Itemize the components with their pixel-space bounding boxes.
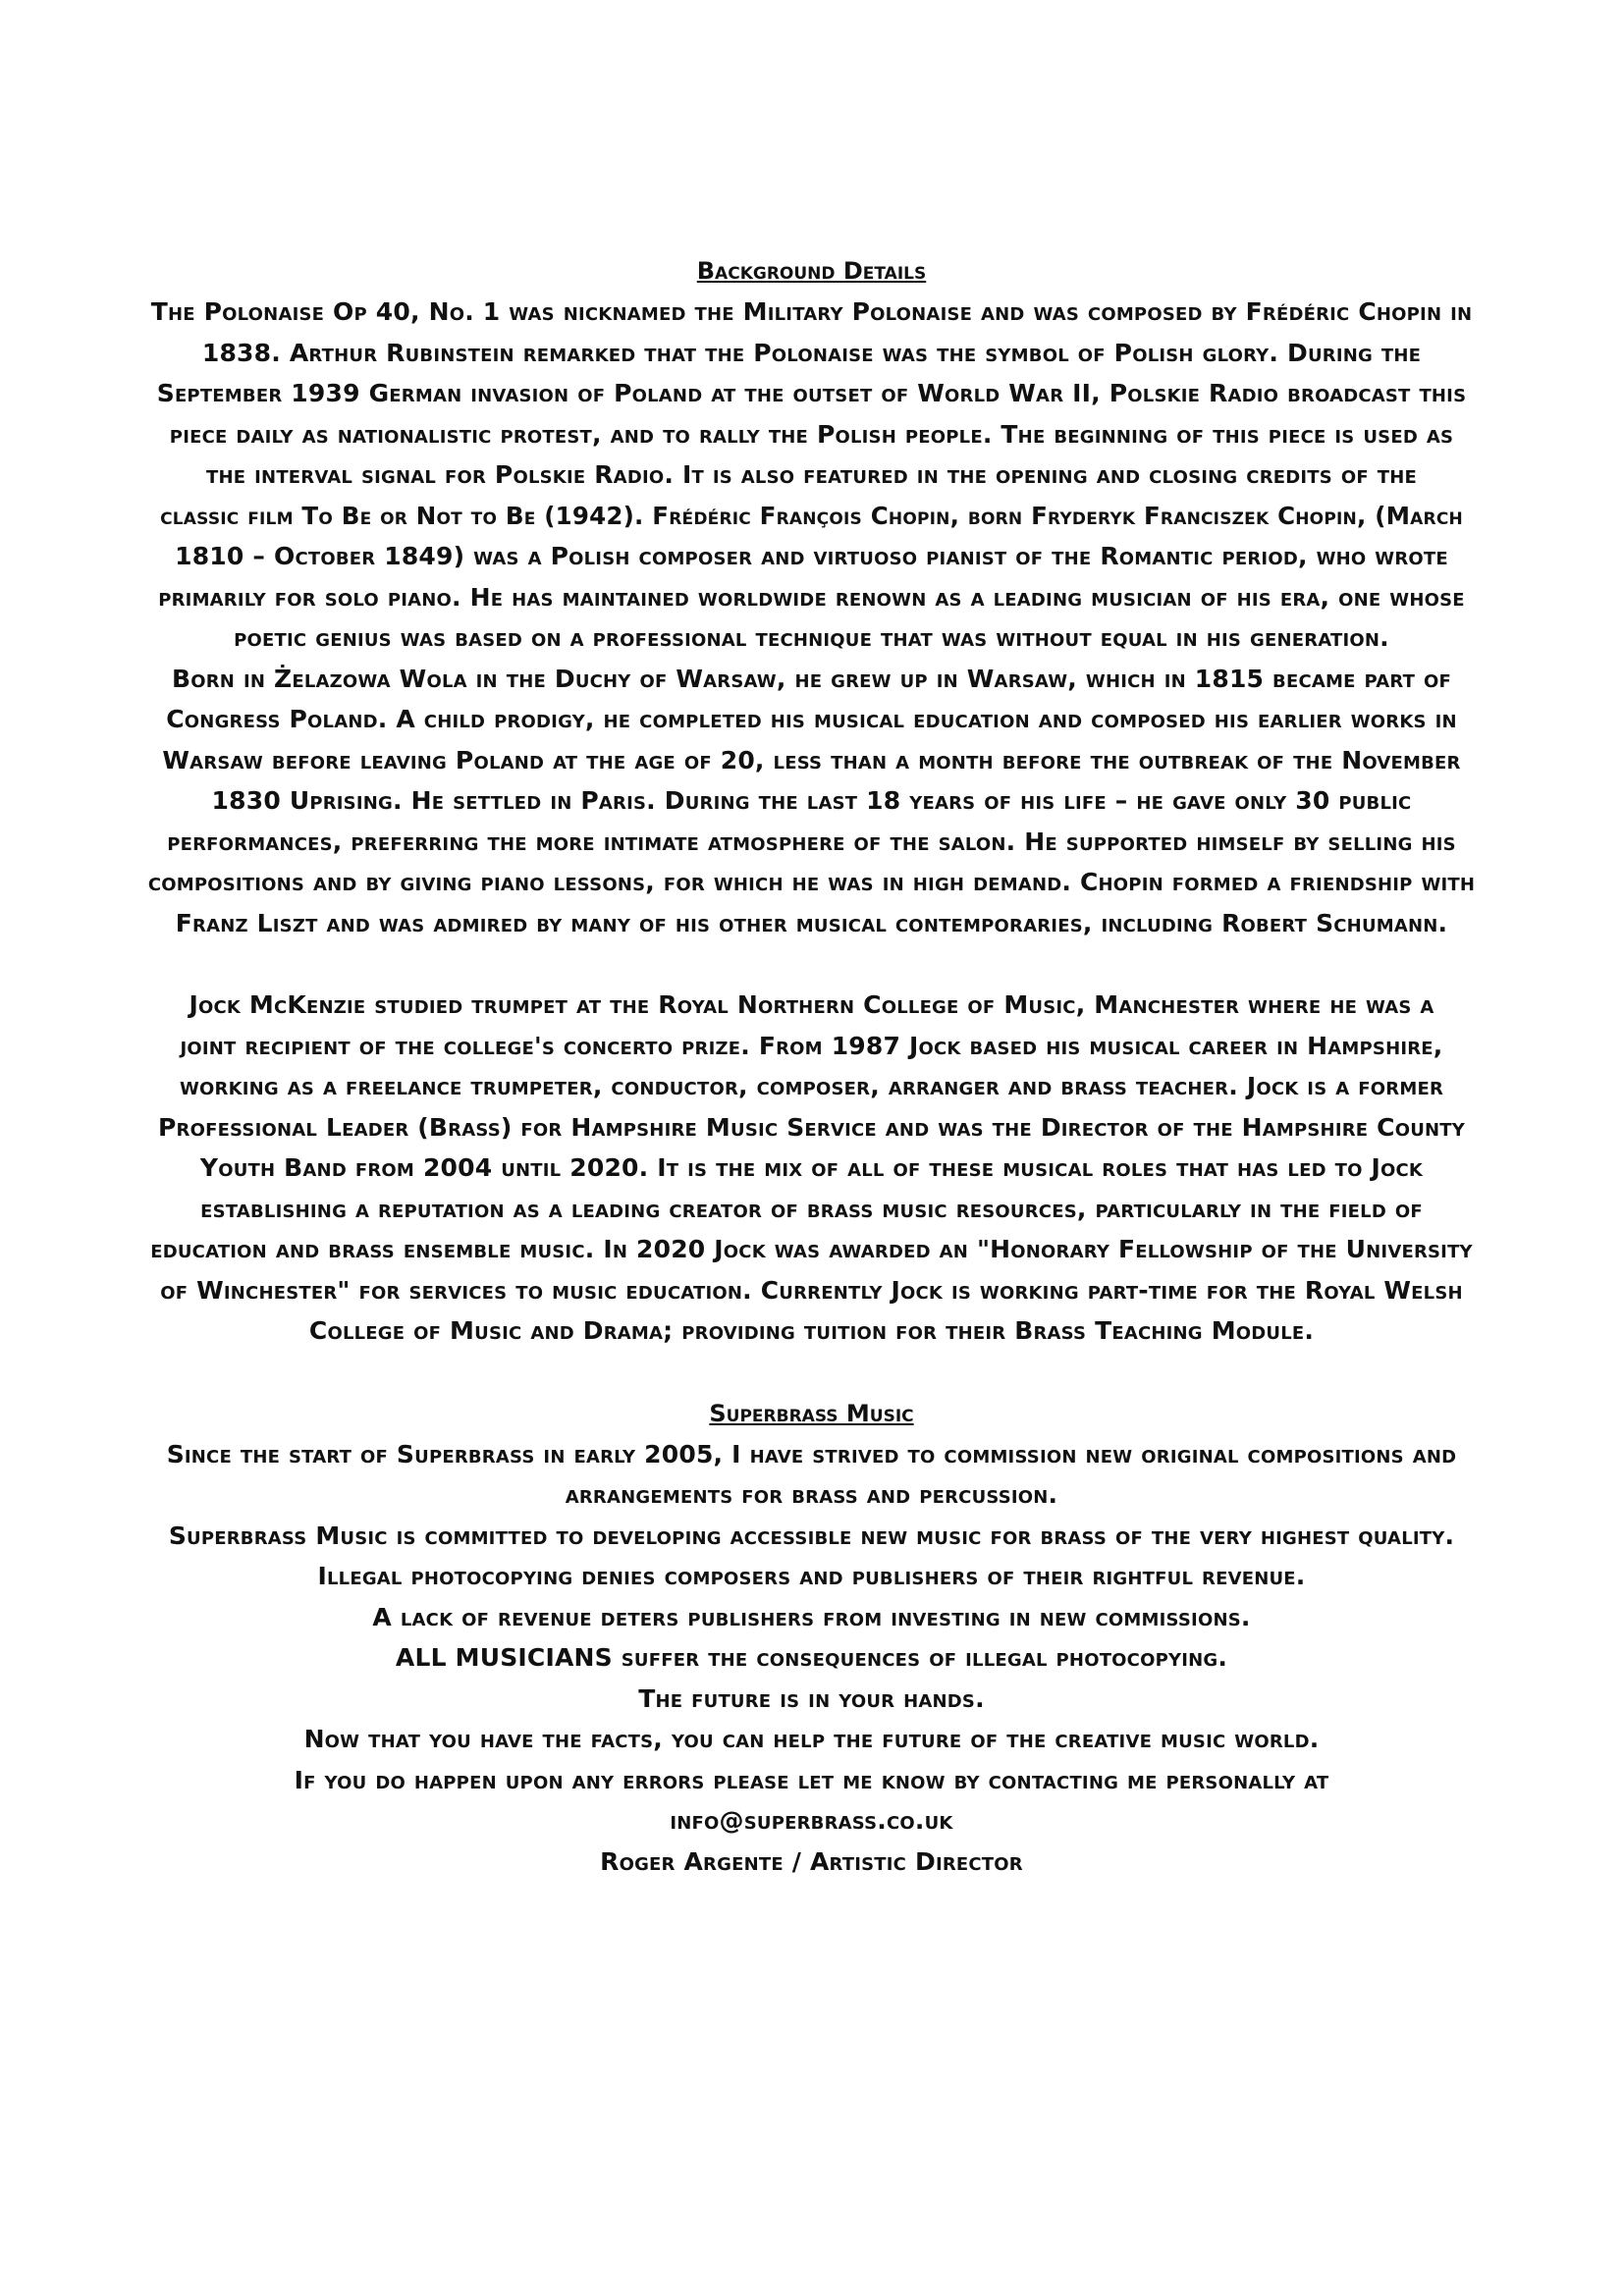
- text-line: Warsaw before leaving Poland at the age of 20, less than a month before the outbreak of the November: [162, 745, 1461, 774]
- text-line: the interval signal for Polskie Radio. It is also featured in the opening and closing credits of the: [206, 460, 1417, 489]
- text-line: Youth Band from 2004 until 2020. It is the mix of all of these musical roles that has led to Jock: [199, 1153, 1424, 1182]
- text-line: poetic genius was based on a professional technique that was without equal in his generation.: [234, 623, 1389, 652]
- text-line: working as a freelance trumpeter, conductor, composer, arranger and brass teacher. Jock is a former: [179, 1072, 1444, 1100]
- text-line: Professional Leader (Brass) for Hampshire Music Service and was the Director of the Hampshire County: [157, 1112, 1466, 1142]
- text-line: Now that you have the facts, you can help the future of the creative music world.: [303, 1725, 1320, 1753]
- contact-email: info@superbrass.co.uk: [670, 1806, 953, 1835]
- text-line: College of Music and Drama; providing tuition for their Brass Teaching Module.: [308, 1316, 1315, 1345]
- document-page: [147, 250, 1476, 1882]
- text-line: 1838. Arthur Rubinstein remarked that the Polonaise was the symbol of Polish glory. During the: [201, 338, 1422, 367]
- superbrass-paragraph: [147, 1434, 1476, 1883]
- text-line: joint recipient of the college's concerto prize. From 1987 Jock based his musical career in Hampshire,: [180, 1031, 1443, 1060]
- text-line: education and brass ensemble music. In 2020 Jock was awarded an "Honorary Fellowship of the University: [150, 1235, 1473, 1263]
- background-details-heading: Background Details: [696, 257, 927, 285]
- text-line: Franz Liszt and was admired by many of his other musical contemporaries, including Robert Schumann.: [175, 908, 1448, 937]
- text-line: piece daily as nationalistic protest, and to rally the Polish people. The beginning of this piece is used as: [169, 419, 1454, 449]
- text-line: Since the start of Superbrass in early 2005, I have strived to commission new original compositions and: [166, 1439, 1457, 1468]
- text-line: Illegal photocopying denies composers and publishers of their rightful revenue.: [317, 1562, 1306, 1590]
- paragraph-spacer: [147, 1352, 1476, 1393]
- text-line: classic film To Be or Not to Be (1942). Frédéric François Chopin, born Fryderyk Franciszek Chopin, (March: [160, 501, 1463, 530]
- text-line: performances, preferring the more intimate atmosphere of the salon. He supported himself by selling his: [167, 827, 1456, 856]
- all-musicians-emphasis: ALL MUSICIANS: [395, 1643, 613, 1672]
- text-line: September 1939 German invasion of Poland at the outset of World War II, Polskie Radio broadcast this: [156, 379, 1467, 407]
- text-line: If you do happen upon any errors please let me know by contacting me personally at: [294, 1765, 1329, 1794]
- text-line: Congress Poland. A child prodigy, he completed his musical education and composed his earlier works in: [166, 705, 1457, 733]
- text-line: 1830 Uprising. He settled in Paris. During the last 18 years of his life – he gave only 30 public: [211, 786, 1412, 815]
- text-line: establishing a reputation as a leading creator of brass music resources, particularly in the field of: [200, 1194, 1423, 1223]
- text-line: 1810 – October 1849) was a Polish composer and virtuoso pianist of the Romantic period, who wrote: [175, 542, 1448, 570]
- text-line: A lack of revenue deters publishers from investing in new commissions.: [372, 1602, 1251, 1631]
- text-line: The future is in your hands.: [638, 1683, 985, 1713]
- signature-line: Roger Argente / Artistic Director: [600, 1846, 1023, 1876]
- musicians-line-rest: suffer the consequences of illegal photocopying.: [612, 1643, 1228, 1672]
- text-line: compositions and by giving piano lessons, for which he was in high demand. Chopin formed a friendship with: [147, 868, 1476, 896]
- text-line: Jock McKenzie studied trumpet at the Royal Northern College of Music, Manchester where he was a: [189, 990, 1434, 1019]
- background-paragraph: [147, 292, 1476, 943]
- musicians-line: [147, 1637, 1476, 1679]
- text-line: arrangements for brass and percussion.: [565, 1480, 1058, 1509]
- superbrass-music-heading: Superbrass Music: [709, 1399, 914, 1427]
- text-line: of Winchester" for services to music education. Currently Jock is working part-time for the Royal Welsh: [160, 1275, 1463, 1305]
- paragraph-spacer: [147, 943, 1476, 985]
- text-line: Superbrass Music is committed to developing accessible new music for brass of the very highest quality.: [168, 1521, 1455, 1550]
- text-line: Born in Żelazowa Wola in the Duchy of Warsaw, he grew up in Warsaw, which in 1815 became part of: [171, 664, 1452, 693]
- composer-bio-paragraph: [147, 985, 1476, 1352]
- text-line: The Polonaise Op 40, No. 1 was nicknamed the Military Polonaise and was composed by Frédéric Chopin in: [150, 297, 1473, 326]
- text-line: primarily for solo piano. He has maintained worldwide renown as a leading musician of his era, one whose: [158, 582, 1465, 612]
